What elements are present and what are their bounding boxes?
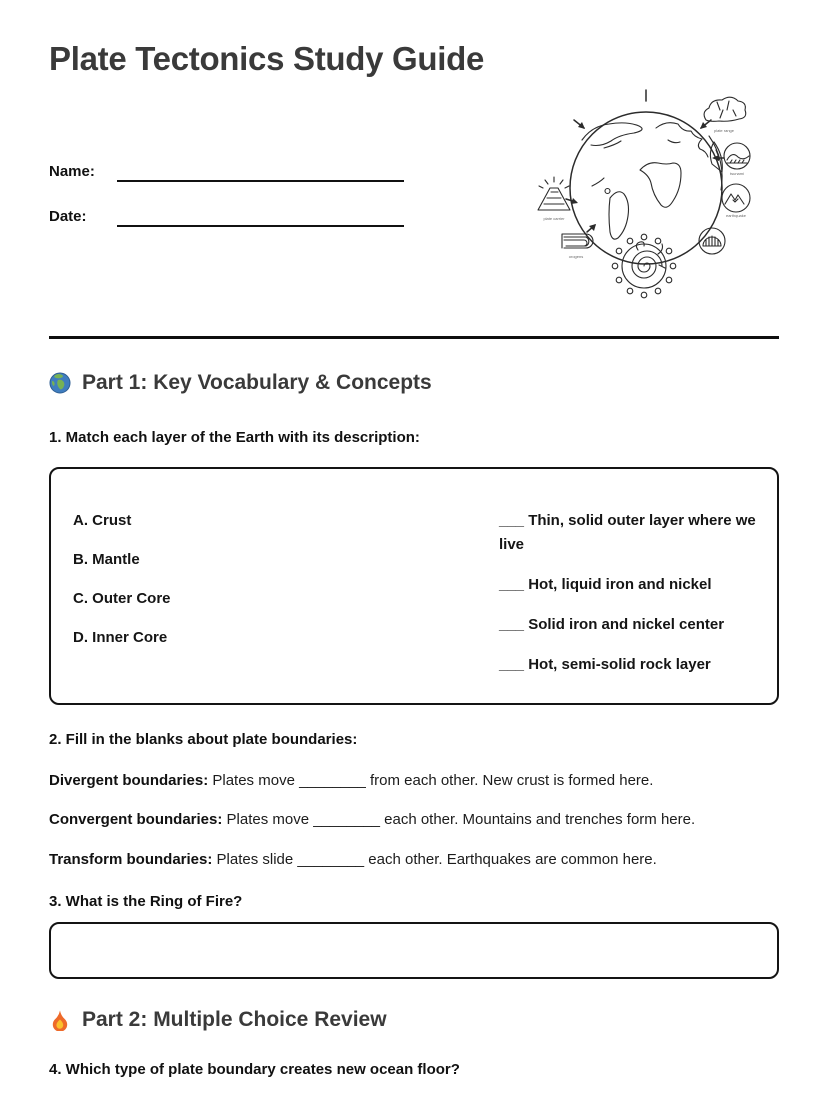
match-desc-3[interactable]: ___ Solid iron and nickel center (499, 616, 725, 633)
convergent-text: Plates move ________ each other. Mountains and trenches form here. (222, 811, 696, 828)
part2-heading (49, 1008, 387, 1032)
transform-text: Plates slide ________ each other. Earthquakes are common here. (212, 851, 657, 868)
matching-box (49, 467, 779, 705)
match-term-a: A. Crust (73, 512, 132, 529)
rock-layers-icon (562, 234, 593, 248)
fill-row-transform[interactable] (49, 850, 779, 870)
date-blank-line[interactable] (117, 203, 404, 227)
q3-answer-box[interactable] (49, 922, 779, 979)
fire-emoji-icon (49, 1009, 71, 1031)
question-3: 3. What is the Ring of Fire? (49, 893, 243, 910)
globe-illustration-svg (518, 74, 790, 306)
page-title: Plate Tectonics Study Guide (49, 40, 485, 77)
transform-lead: Transform boundaries: (49, 851, 213, 868)
part1-heading (49, 371, 432, 395)
question-1: 1. Match each layer of the Earth with its description: (49, 429, 420, 446)
fill-row-divergent[interactable] (49, 771, 779, 791)
caption-layers: orogens (568, 254, 584, 259)
divergent-lead: Divergent boundaries: (49, 772, 209, 789)
spiral-gear-icon (612, 234, 676, 298)
fill-row-convergent[interactable] (49, 810, 779, 830)
plate-range-icon (704, 97, 746, 121)
date-field-row (49, 203, 404, 227)
convergent-lead: Convergent boundaries: (49, 811, 223, 828)
match-term-b: B. Mantle (73, 551, 140, 568)
question-4: 4. Which type of plate boundary creates new ocean floor? (49, 1061, 460, 1078)
name-blank-line[interactable] (117, 158, 404, 182)
divergent-text: Plates move ________ from each other. New crust is formed here. (208, 772, 654, 789)
caption-tsunami: tsunami (729, 171, 745, 176)
match-desc-4[interactable]: ___ Hot, semi-solid rock layer (499, 656, 711, 673)
section-divider (49, 336, 779, 339)
part2-heading-text: Part 2: Multiple Choice Review (82, 1008, 387, 1031)
match-terms-column (73, 509, 499, 703)
volcano-icon (538, 177, 570, 210)
match-descriptions-column (499, 509, 761, 703)
caption-volcano: plate carrier (543, 216, 565, 221)
globe-emoji-icon (49, 372, 71, 394)
earthquake-icon (722, 184, 750, 212)
name-field-row (49, 158, 404, 182)
match-desc-1[interactable]: ___ Thin, solid outer layer where we live (499, 512, 756, 553)
match-desc-2[interactable]: ___ Hot, liquid iron and nickel (499, 576, 712, 593)
caption-plate-range: plate range (713, 128, 735, 133)
earth-tectonics-illustration (518, 74, 790, 306)
caption-earthquake: earthquake (725, 213, 747, 218)
question-2: 2. Fill in the blanks about plate boundaries: (49, 731, 358, 748)
arch-icon (699, 228, 725, 254)
part1-heading-text: Part 1: Key Vocabulary & Concepts (82, 371, 432, 394)
name-label: Name: (49, 163, 95, 180)
match-term-d: D. Inner Core (73, 629, 168, 646)
tsunami-icon (724, 143, 750, 169)
match-term-c: C. Outer Core (73, 590, 171, 607)
date-label: Date: (49, 208, 87, 225)
